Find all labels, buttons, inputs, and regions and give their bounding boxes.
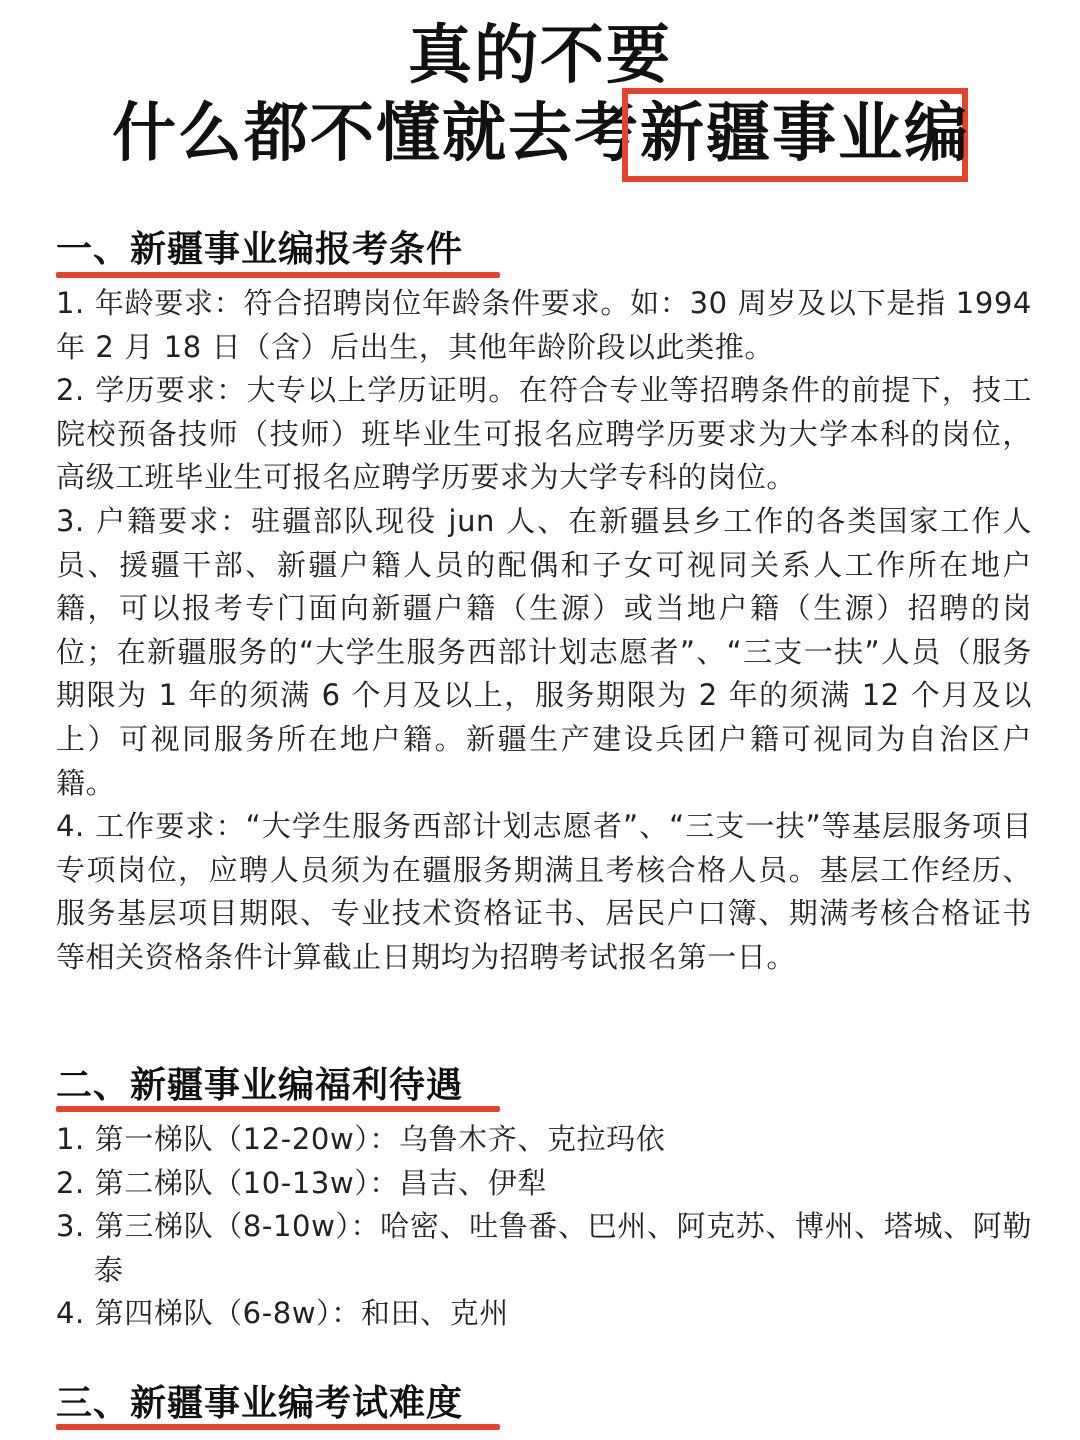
page-title <box>0 18 1080 94</box>
list-item: 1. 年龄要求：符合招聘岗位年龄条件要求。如：30 周岁及以下是指 1994 年 2 月 18 日（含）后出生，其他年龄阶段以此类推。 <box>56 286 1032 364</box>
requirements-list <box>56 282 1032 980</box>
section-heading-difficulty: 三、新疆事业编考试难度 <box>56 1383 464 1424</box>
section-underline <box>56 1424 500 1430</box>
section-heading-requirements: 一、新疆事业编报考条件 <box>56 229 464 270</box>
list-item: 4. 第四梯队（6-8w）：和田、克州 <box>56 1296 509 1331</box>
list-item: 3. 第三梯队（8-10w）：哈密、吐鲁番、巴州、阿克苏、博州、塔城、阿勒泰 <box>56 1209 1032 1287</box>
title-line-2-plain: 什么都不懂就去考 <box>112 97 640 171</box>
title-line-2 <box>0 88 1080 188</box>
list-item: 3. 户籍要求：驻疆部队现役 jun 人、在新疆县乡工作的各类国家工作人员、援疆干部、新疆户籍人员的配偶和子女可视同关系人工作所在地户籍，可以报考专门面向新疆户籍（生源）或当地户籍（生源）招聘的岗位；在新疆服务的“大学生服务西部计划志愿者”、“三支一扶”人员（服务期限为 1 年的须满 6 个月及以上，服务期限为 2 年的须满 12 个月及以上）可视同服务所在地户籍。新疆生产建设兵团户籍可视同为自治区户籍。 <box>56 503 1032 800</box>
section-underline <box>56 1106 500 1112</box>
list-item: 1. 第一梯队（12-20w）：乌鲁木齐、克拉玛依 <box>56 1122 666 1156</box>
benefits-list <box>56 1118 1032 1336</box>
title-line-1: 真的不要 <box>408 19 672 93</box>
list-item: 4. 工作要求：“大学生服务西部计划志愿者”、“三支一扶”等基层服务项目专项岗位，应聘人员须为在疆服务期满且考核合格人员。基层工作经历、服务基层项目期限、专业技术资格证书、居民户口簿、期满考核合格证书等相关资格条件计算截止日期均为招聘考试报名第一日。 <box>56 809 1032 974</box>
list-item: 2. 第二梯队（10-13w）：昌吉、伊犁 <box>56 1165 547 1200</box>
section-heading-benefits: 二、新疆事业编福利待遇 <box>56 1065 464 1106</box>
list-item: 2. 学历要求：大专以上学历证明。在符合专业等招聘条件的前提下，技工院校预备技师（技师）班毕业生可报名应聘学历要求为大学本科的岗位，高级工班毕业生可报名应聘学历要求为大学专科的岗位。 <box>56 373 1032 495</box>
section-underline <box>56 272 500 278</box>
title-line-2-highlight: 新疆事业编 <box>640 97 970 171</box>
